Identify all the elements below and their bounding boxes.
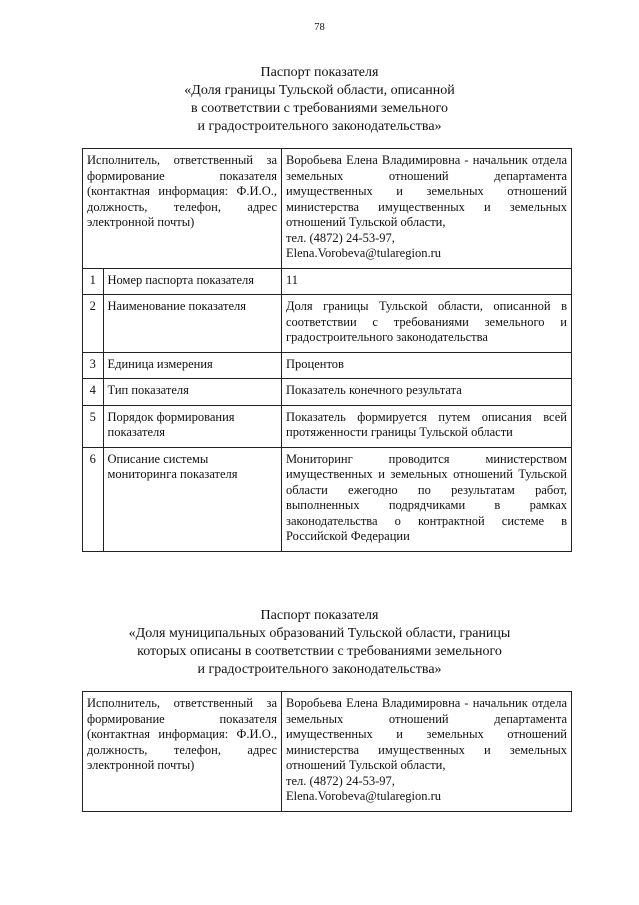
executor-phone: тел. (4872) 24-53-97,: [286, 230, 395, 245]
table-row: [83, 295, 572, 353]
passport-2-title-line: и градостроительного законодательства»: [197, 662, 442, 677]
passport-2-title: [0, 607, 639, 679]
row-number: 4: [83, 379, 104, 406]
executor-row: [83, 149, 572, 269]
executor-row: [83, 692, 572, 812]
executor-name: Воробьева Елена Владимировна - начальник отдела земельных отношений департамента имущественных и земельных отношений министерства имущественных и земельных отношений Тульской области,: [286, 696, 567, 772]
table-row: [83, 379, 572, 406]
page-number: 78: [314, 22, 325, 33]
passport-2-table: [82, 691, 572, 812]
executor-value: [282, 149, 572, 269]
row-value: Доля границы Тульской области, описанной в соответствии с требованиями земельного и градостроительного законодательства: [282, 295, 572, 353]
row-number: 6: [83, 447, 104, 551]
executor-value: [282, 692, 572, 812]
executor-name: Воробьева Елена Владимировна - начальник отдела земельных отношений департамента имущественных и земельных отношений министерства имущественных и земельных отношений Тульской области,: [286, 153, 567, 229]
passport-2-title-line: которых описаны в соответствии с требованиями земельного: [137, 644, 502, 659]
row-number: 5: [83, 405, 104, 447]
passport-1-title-line: и градостроительного законодательства»: [197, 119, 442, 134]
row-value: 11: [282, 268, 572, 295]
row-label: Тип показателя: [103, 379, 282, 406]
row-value: Показатель формируется путем описания всей протяженности границы Тульской области: [282, 405, 572, 447]
row-value: Мониторинг проводится министерством имущественных и земельных отношений Тульской области ежегодно по результатам работ, выполненных подрядчиками в рамках законодательства о контрактной системе в Российской Федерации: [282, 447, 572, 551]
passport-1-title-line: в соответствии с требованиями земельного: [190, 101, 449, 116]
executor-label: Исполнитель, ответственный за формирование показателя (контактная информация: Ф.И.О., должность, телефон, адрес электронной почты): [83, 149, 282, 269]
row-number: 3: [83, 352, 104, 379]
table-row: [83, 447, 572, 551]
passport-1-title-line: «Доля границы Тульской области, описанной: [184, 83, 455, 98]
row-label: Порядок формирования показателя: [103, 405, 282, 447]
passport-1-title: [0, 64, 639, 136]
row-number: 2: [83, 295, 104, 353]
passport-2-title-line: «Доля муниципальных образований Тульской области, границы: [128, 626, 511, 641]
row-label: Единица измерения: [103, 352, 282, 379]
executor-phone: тел. (4872) 24-53-97,: [286, 773, 395, 788]
row-label: Наименование показателя: [103, 295, 282, 353]
row-label: Номер паспорта показателя: [103, 268, 282, 295]
executor-label: Исполнитель, ответственный за формирование показателя (контактная информация: Ф.И.О., должность, телефон, адрес электронной почты): [83, 692, 282, 812]
table-row: [83, 405, 572, 447]
table-row: [83, 268, 572, 295]
row-number: 1: [83, 268, 104, 295]
passport-2-heading: Паспорт показателя: [260, 608, 379, 623]
table-row: [83, 352, 572, 379]
row-value: Процентов: [282, 352, 572, 379]
row-label: Описание системы мониторинга показателя: [103, 447, 282, 551]
row-value: Показатель конечного результата: [282, 379, 572, 406]
passport-1-table: [82, 148, 572, 552]
executor-email: Elena.Vorobeva@tularegion.ru: [286, 789, 441, 803]
passport-1-heading: Паспорт показателя: [260, 65, 379, 80]
executor-email: Elena.Vorobeva@tularegion.ru: [286, 246, 441, 260]
